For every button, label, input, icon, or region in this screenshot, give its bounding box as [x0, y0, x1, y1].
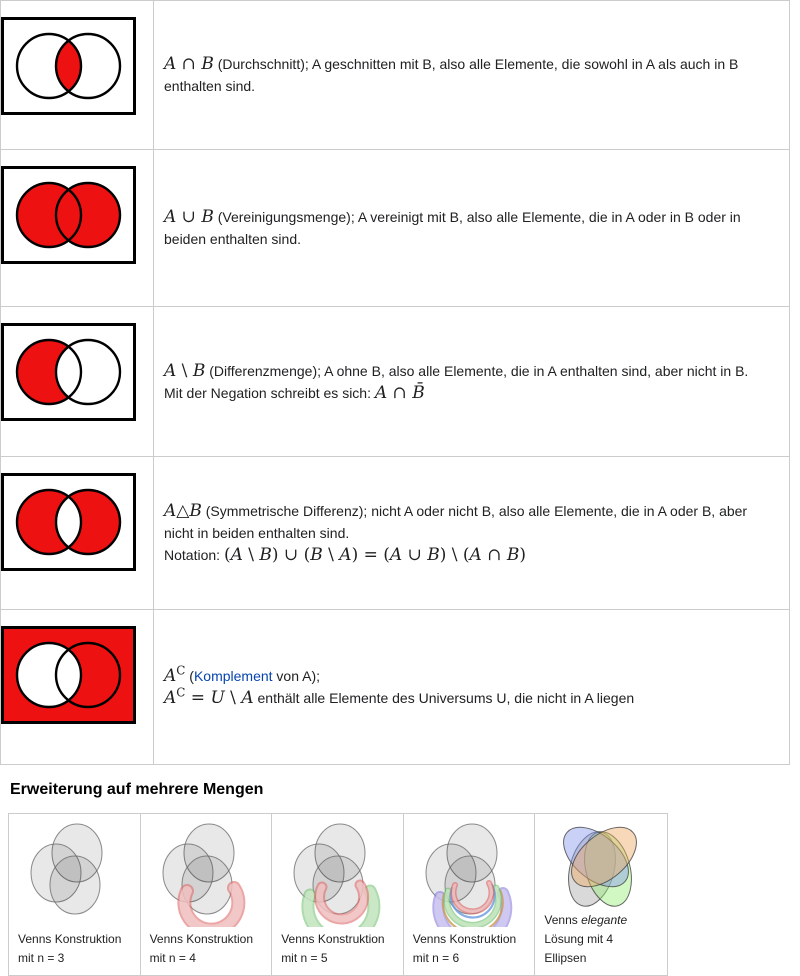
desc-union: (Vereinigungsmenge); A vereinigt mit B, also alle Elemente, die in A oder in B oder in beiden enthalten sind.	[164, 209, 741, 247]
desc-complement: enthält alle Elemente des Universums U, die nicht in A liegen	[253, 690, 635, 706]
formula-negation: A ∩ B̄	[374, 382, 425, 403]
formula-intersection: A ∩ B	[164, 54, 214, 74]
venn-construction-n6-image[interactable]	[404, 815, 534, 927]
table-row-intersection	[1, 1, 790, 150]
venn-symmetric-difference-image[interactable]	[1, 473, 136, 571]
gallery-item-n6	[404, 814, 536, 975]
formula-symmetric-difference: A△B	[164, 501, 202, 521]
gallery-caption: Venns Konstruktion mit n = 4	[149, 932, 253, 965]
negation-label: Mit der Negation schreibt es sich:	[164, 384, 375, 401]
venn-construction-n3-image[interactable]	[9, 815, 139, 927]
section-heading: Erweiterung auf mehrere Mengen	[10, 781, 264, 798]
gallery-caption: Venns Konstruktion mit n = 5	[281, 932, 385, 965]
formula-difference: A \ B	[164, 360, 206, 381]
venn-construction-n5-image[interactable]	[272, 815, 402, 927]
venn-complement-image[interactable]	[1, 626, 136, 724]
gallery-item-n3	[9, 814, 141, 975]
table-row-symmetric-difference	[1, 457, 790, 610]
gallery-caption: Venns Konstruktion mit n = 6	[412, 932, 517, 965]
gallery-item-n4	[141, 814, 273, 975]
formula-union: A ∪ B	[164, 207, 214, 227]
formula-complement: $A^C$	[164, 663, 186, 686]
venn-intersection-image[interactable]	[1, 17, 136, 115]
table-row-difference	[1, 307, 790, 457]
notation-label: Notation:	[164, 547, 224, 563]
table-row-complement: $A^C$ (Komplement von A); $A^C = U$ \ A enthält alle Elemente des Universums U, die nicht in A liegen	[1, 610, 790, 765]
formula-notation: (A \ B) ∪ (B \ A) = (A ∪ B) \ (A ∩ B)	[223, 545, 527, 565]
venn-difference-image[interactable]	[1, 323, 136, 421]
gallery-caption: Venns elegante Lösung mit 4 Ellipsen	[544, 913, 628, 965]
desc-symmetric-difference: (Symmetrische Differenz); nicht A oder nicht B, also alle Elemente, die in A oder B, aber nicht in beiden enthalten sind.	[164, 503, 748, 541]
venn-construction-n4-image[interactable]	[141, 815, 271, 927]
venn-elegant-4-ellipses-image[interactable]	[536, 814, 666, 909]
gallery	[8, 813, 668, 976]
venn-union-image[interactable]	[1, 166, 136, 264]
formula-complement-def: $A^C = U$ \ A	[164, 685, 254, 708]
komplement-link[interactable]: Komplement	[193, 668, 273, 684]
gallery-caption: Venns Konstruktion mit n = 3	[18, 932, 122, 965]
desc-difference: (Differenzmenge); A ohne B, also alle Elemente, die in A enthalten sind, aber nicht in B.	[205, 362, 749, 379]
desc-intersection: (Durchschnitt); A geschnitten mit B, also alle Elemente, die sowohl in A als auch in B enthalten sind.	[164, 56, 739, 94]
gallery-item-n5	[272, 814, 404, 975]
gallery-item-elegant	[535, 814, 667, 975]
table-row-union	[1, 150, 790, 307]
